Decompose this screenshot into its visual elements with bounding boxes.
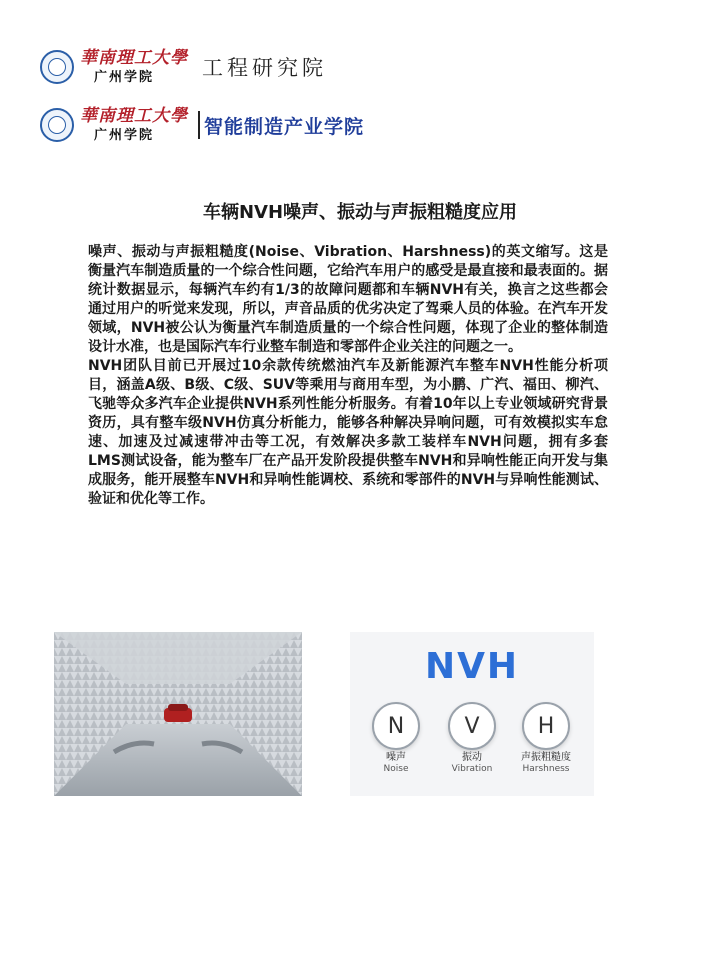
- document-title: 车辆NVH噪声、振动与声振粗糙度应用: [202, 202, 518, 223]
- vibration-caption-en: Vibration: [451, 763, 493, 774]
- university-logo: [80, 50, 188, 84]
- nvh-heading: NVH: [424, 646, 520, 687]
- vibration-letter: V: [464, 713, 480, 739]
- noise-caption-cn: 噪声: [386, 752, 406, 763]
- university-seal-icon: [40, 108, 74, 142]
- noise-letter: N: [387, 713, 405, 739]
- nvh-graphic: [350, 632, 594, 796]
- campus-name: 广州学院: [94, 70, 155, 85]
- institute-name-engineering: 工程研究院: [202, 56, 327, 80]
- university-seal-icon: [40, 50, 74, 84]
- harshness-caption-cn: 声振粗糙度: [521, 752, 571, 763]
- institute-name-manufacturing: 智能制造产业学院: [204, 115, 365, 138]
- vibration-caption-cn: 振动: [462, 752, 482, 763]
- logo-row-intelligent-manufacturing: [40, 108, 364, 142]
- noise-circle-icon: [372, 702, 420, 750]
- vibration-circle-icon: [448, 702, 496, 750]
- harshness-caption: [501, 752, 591, 774]
- harshness-letter: H: [537, 713, 555, 739]
- harshness-caption-en: Harshness: [522, 763, 570, 774]
- anechoic-chamber-illustration: [54, 632, 302, 796]
- document-body: [88, 243, 608, 509]
- campus-name: 广州学院: [94, 128, 155, 143]
- university-name-script: 華南理工大學: [80, 106, 188, 126]
- logo-divider: [198, 111, 200, 139]
- university-name-script: 華南理工大學: [80, 48, 188, 68]
- noise-caption-en: Noise: [383, 763, 409, 774]
- harshness-circle-icon: [522, 702, 570, 750]
- university-logo: [80, 108, 188, 142]
- logo-row-engineering-institute: [40, 50, 327, 84]
- paragraph-nvh-team: NVH团队目前已开展过10余款传统燃油汽车及新能源汽车整车NVH性能分析项目，涵盖A级、B级、C级、SUV等乘用与商用车型，为小鹏、广汽、福田、柳汽、飞驰等众多汽车企业提供NVH系列性能分析服务。有着10年以上专业领域研究背景资历，具有整车级NVH仿真分析能力，能够各种解决异响问题，可有效模拟实车怠速、加速及过减速带冲击等工况，有效解决多款工装样车NVH问题，拥有多套 LMS测试设备，能为整车厂在产品开发阶段提供整车NVH和异响性能正向开发与集成服务，能开展整车NVH和异响性能调校、系统和零部件的NVH与异响性能测试、验证和优化等工作。: [88, 358, 608, 507]
- anechoic-chamber-photo: [54, 632, 302, 796]
- paragraph-nvh-definition: 噪声、振动与声振粗糙度(Noise、Vibration、Harshness)的英文缩写。这是衡量汽车制造质量的一个综合性问题，它给汽车用户的感受是最直接和最表面的。据统计数据显示，每辆汽车约有1/3的故障问题都和车辆NVH有关，换言之这些都会通过用户的听觉来发现，所以，声音品质的优劣决定了驾乘人员的体验。在汽车开发领域，NVH被公认为衡量汽车制造质量的一个综合性问题，体现了企业的整体制造设计水准，也是国际汽车行业整车制造和零部件企业关注的问题之一。: [88, 244, 608, 355]
